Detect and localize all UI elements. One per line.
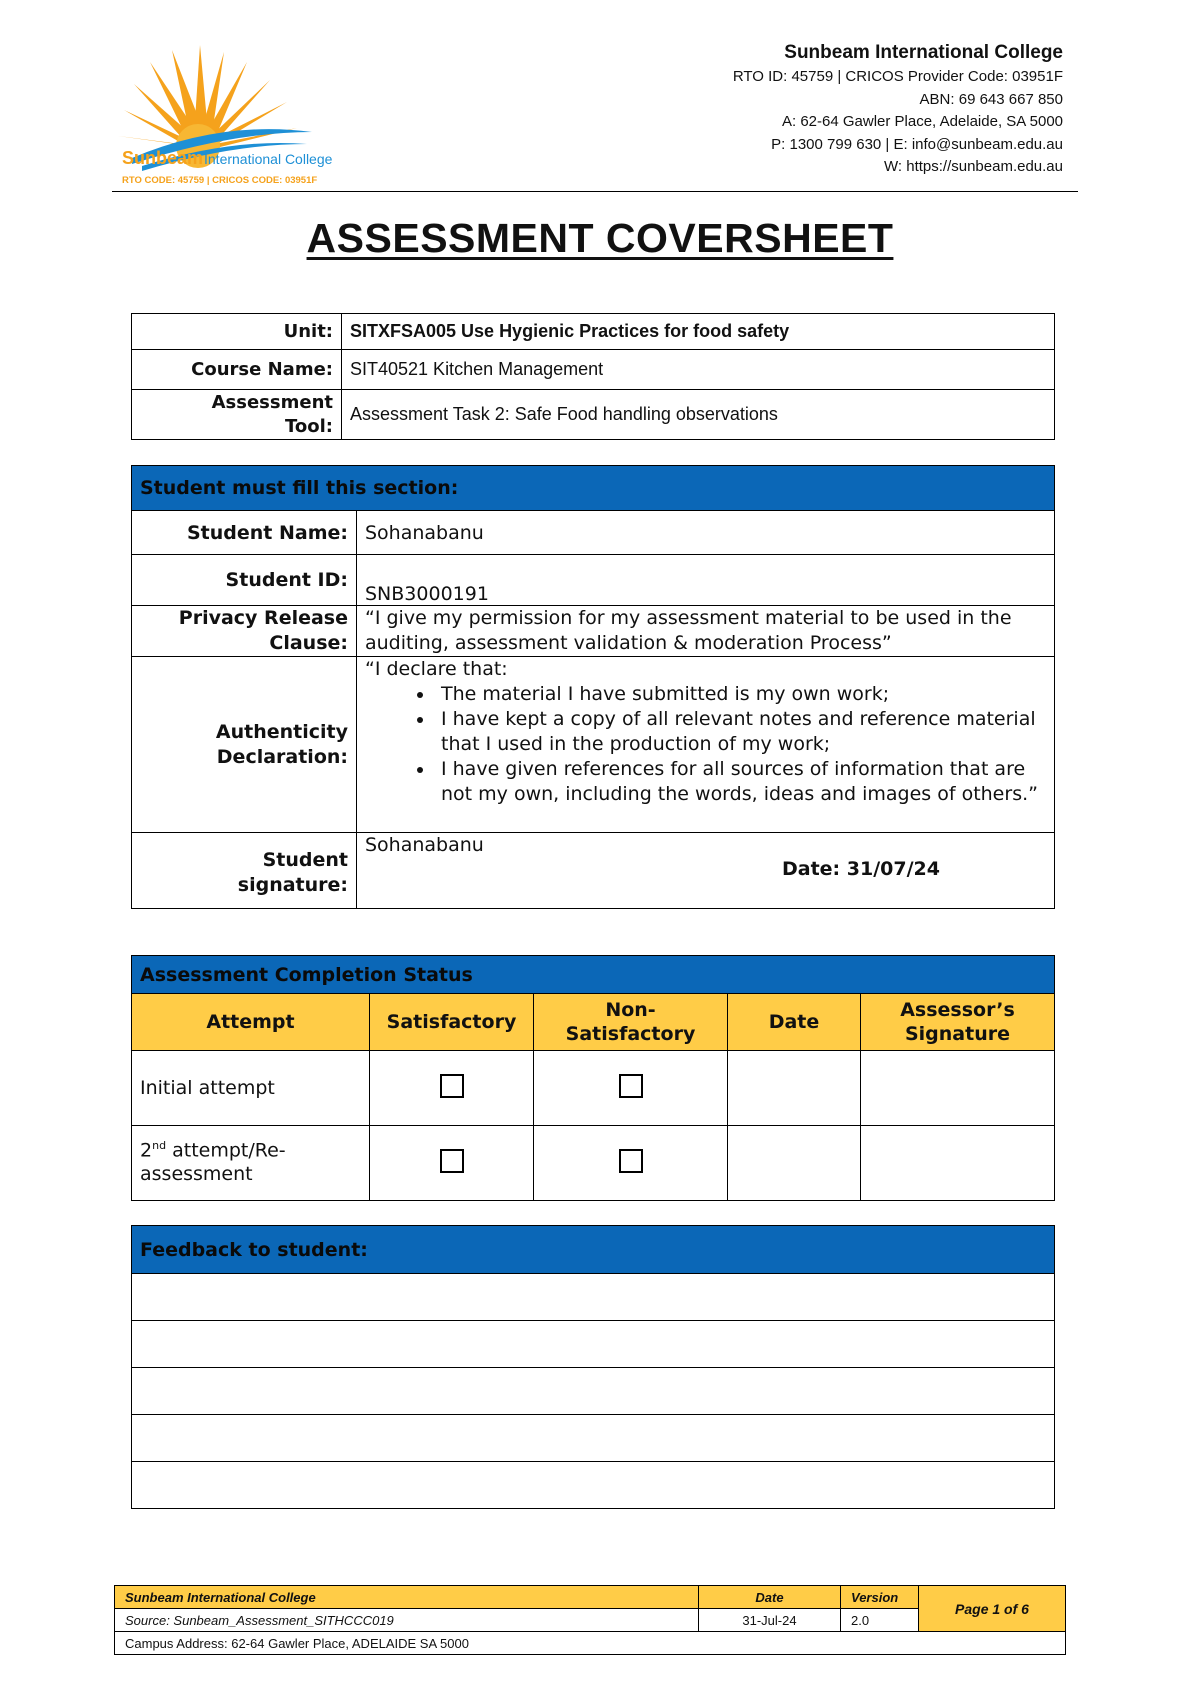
- student-id-value[interactable]: SNB3000191: [357, 555, 1055, 606]
- declaration-intro: “I declare that:: [365, 658, 508, 680]
- student-name-row: [132, 511, 1055, 555]
- attempt-label: 2nd attempt/Re-assessment: [132, 1126, 370, 1201]
- authenticity-label: Authenticity Declaration:: [132, 657, 357, 833]
- page-title: ASSESSMENT COVERSHEET: [306, 215, 894, 261]
- student-id-row: [132, 555, 1055, 606]
- satisfactory-checkbox[interactable]: [440, 1149, 464, 1173]
- authenticity-declaration-text: [357, 657, 1055, 833]
- date-cell[interactable]: [728, 1051, 861, 1126]
- header-divider: [112, 191, 1078, 192]
- website-line: W: https://sunbeam.edu.au: [884, 158, 1063, 175]
- table-row: [132, 1126, 1055, 1201]
- college-name: Sunbeam International College: [784, 42, 1063, 63]
- footer-version-label: Version: [841, 1586, 919, 1609]
- assessor-signature-cell[interactable]: [861, 1126, 1055, 1201]
- unit-value: SITXFSA005 Use Hygienic Practices for food safety: [342, 314, 1055, 350]
- satisfactory-cell: [370, 1126, 534, 1201]
- col-date: Date: [728, 994, 861, 1051]
- authenticity-row: [132, 657, 1055, 833]
- footer-source: Source: Sunbeam_Assessment_SITHCCC019: [115, 1609, 699, 1632]
- footer-date-value: 31-Jul-24: [699, 1609, 841, 1632]
- completion-status-header-row: [132, 956, 1055, 994]
- footer-campus-address: Campus Address: 62-64 Gawler Place, ADELAIDE SA 5000: [115, 1632, 1066, 1655]
- completion-status-columns: [132, 994, 1055, 1051]
- privacy-label: Privacy Release Clause:: [132, 606, 357, 657]
- assessor-signature-cell[interactable]: [861, 1051, 1055, 1126]
- non-satisfactory-checkbox[interactable]: [619, 1074, 643, 1098]
- completion-status-table: [131, 955, 1055, 1201]
- logo-codes: RTO CODE: 45759 | CRICOS CODE: 03951F: [122, 175, 318, 186]
- college-contact-block: [733, 40, 1063, 179]
- tool-row: [132, 390, 1055, 440]
- feedback-table: [131, 1225, 1055, 1509]
- feedback-heading: Feedback to student:: [132, 1226, 1055, 1274]
- signature-row: [132, 833, 1055, 909]
- declaration-item: • I have kept a copy of all relevant notes and reference material that I used in the production of my work;: [435, 707, 1046, 757]
- signature-date: Date: 31/07/24: [782, 858, 940, 880]
- footer-college: Sunbeam International College: [115, 1586, 699, 1609]
- logo-tagline: International College: [204, 151, 333, 167]
- abn-line: ABN: 69 643 667 850: [919, 90, 1063, 108]
- feedback-line: [132, 1321, 1055, 1368]
- contact-line: P: 1300 799 630 | E: info@sunbeam.edu.au: [771, 135, 1063, 153]
- col-assessor-signature: Assessor’s Signature: [861, 994, 1055, 1051]
- col-satisfactory: Satisfactory: [370, 994, 534, 1051]
- col-attempt: Attempt: [132, 994, 370, 1051]
- footer-version-value: 2.0: [841, 1609, 919, 1632]
- feedback-line: [132, 1274, 1055, 1321]
- date-cell[interactable]: [728, 1126, 861, 1201]
- signature-label: Student signature:: [132, 833, 357, 909]
- unit-details-table: [131, 313, 1055, 440]
- declaration-item: • The material I have submitted is my own work;: [435, 682, 1046, 707]
- address-line: A: 62-64 Gawler Place, Adelaide, SA 5000: [781, 113, 1063, 130]
- feedback-header-row: [132, 1226, 1055, 1274]
- declaration-item: • I have given references for all sources of information that are not my own, including the words, ideas and images of others.”: [435, 757, 1046, 807]
- feedback-line: [132, 1462, 1055, 1509]
- tool-value: Assessment Task 2: Safe Food handling observations: [342, 390, 1055, 440]
- privacy-clause-text: “I give my permission for my assessment material to be used in the auditing, assessment validation & moderation Process”: [357, 606, 1055, 657]
- student-section-table: [131, 465, 1055, 909]
- privacy-row: [132, 606, 1055, 657]
- footer-page-number: Page 1 of 6: [919, 1586, 1066, 1632]
- student-name-label: Student Name:: [132, 511, 357, 555]
- course-row: [132, 350, 1055, 390]
- sunburst-logo-icon: [112, 40, 352, 192]
- unit-label: Unit:: [132, 314, 342, 350]
- student-section-header-row: [132, 466, 1055, 511]
- signature-cell[interactable]: [357, 833, 1055, 909]
- footer-date-label: Date: [699, 1586, 841, 1609]
- rto-line: RTO ID: 45759 | CRICOS Provider Code: 03951F: [732, 68, 1063, 85]
- attempt-label: Initial attempt: [132, 1051, 370, 1126]
- col-non-satisfactory: Non- Satisfactory: [534, 994, 728, 1051]
- course-label: Course Name:: [132, 350, 342, 390]
- tool-label: Assessment Tool:: [132, 390, 342, 440]
- feedback-input-line[interactable]: [132, 1321, 1055, 1368]
- completion-status-heading: Assessment Completion Status: [132, 956, 1055, 994]
- satisfactory-cell: [370, 1051, 534, 1126]
- logo-name: Sunbeam: [122, 148, 204, 168]
- feedback-input-line[interactable]: [132, 1462, 1055, 1509]
- feedback-input-line[interactable]: [132, 1368, 1055, 1415]
- footer-row-3: [115, 1632, 1066, 1655]
- satisfactory-checkbox[interactable]: [440, 1074, 464, 1098]
- non-satisfactory-cell: [534, 1126, 728, 1201]
- feedback-input-line[interactable]: [132, 1274, 1055, 1321]
- student-name-value[interactable]: Sohanabanu: [357, 511, 1055, 555]
- table-row: [132, 1051, 1055, 1126]
- signature-value: Sohanabanu: [365, 834, 484, 856]
- course-value: SIT40521 Kitchen Management: [342, 350, 1055, 390]
- college-logo: [112, 40, 352, 192]
- non-satisfactory-cell: [534, 1051, 728, 1126]
- feedback-input-line[interactable]: [132, 1415, 1055, 1462]
- footer-row-1: [115, 1586, 1066, 1609]
- page-footer: [114, 1585, 1066, 1655]
- feedback-line: [132, 1368, 1055, 1415]
- non-satisfactory-checkbox[interactable]: [619, 1149, 643, 1173]
- unit-row: [132, 314, 1055, 350]
- student-section-heading: Student must fill this section:: [132, 466, 1055, 511]
- student-id-label: Student ID:: [132, 555, 357, 606]
- feedback-line: [132, 1415, 1055, 1462]
